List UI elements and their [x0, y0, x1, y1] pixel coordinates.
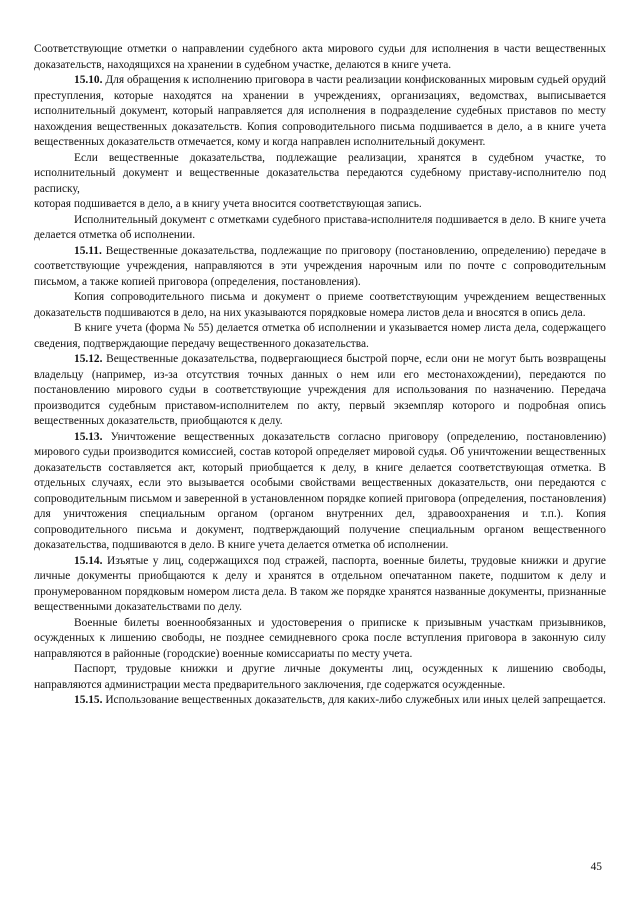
paragraph-text: Если вещественные доказательства, подлежащие реализации, хранятся в судебном участке, то исполнительный документ и вещественные доказательства передаются судебному приставу-исполнителю под расписку,: [34, 151, 606, 195]
paragraph: [34, 662, 606, 693]
paragraph-text: Вещественные доказательства, подвергающиеся быстрой порче, если они не могут быть возвращены владельцу (например, из-за отсутствия точных данных о нем или его местонахождении), передаются по постановлению мирового судьи в соответствующие учреждения для использования по назначению. Передача производится судебным приставом-исполнителем по акту, первый экземпляр которого и подробная опись вещественных доказательств, приобщаются к делу.: [34, 353, 606, 427]
paragraph-text: Военные билеты военнообязанных и удостоверения о приписке к призывным участкам призывников, осужденных к лишению свободы, не позднее семидневного срока после вступления приговора в законную силу направляются в районные (городские) военные комиссариаты по месту учета.: [34, 616, 606, 660]
paragraph: [34, 693, 606, 709]
paragraph: [34, 42, 606, 73]
paragraph: [34, 213, 606, 244]
section-number: 15.13.: [74, 430, 103, 443]
paragraph-text: В книге учета (форма № 55) делается отметка об исполнении и указывается номер листа дела, содержащего сведения, подтверждающие передачу вещественного доказательства.: [34, 322, 606, 350]
section-number: 15.11.: [74, 244, 102, 257]
section-number: 15.12.: [74, 353, 103, 365]
paragraph: [34, 244, 606, 291]
paragraph-text: Вещественные доказательства, подлежащие по приговору (постановлению, определению) передаче в соответствующие учреждения, направляются в эти учреждения нарочным или по почте с сопроводительным письмом, а также копией приговора (определения, постановления).: [34, 244, 606, 288]
paragraph-text: Уничтожение вещественных доказательств согласно приговору (определению, постановлению) мирового судьи производится комиссией, состав которой определяет мировой судья. Об уничтожении вещественных доказательств составляется акт, который приобщается к делу, в книге делается соответствующая отметка. В отдельных случаях, если это вызывается особыми свойствами вещественных доказательств, они передаются с сопроводительным письмом и заверенной в установленном порядке копией приговора (определения, постановления) для уничтожения специальным органом (органом внутренних дел, здравоохранения и т.п.). Копия сопроводительного письма и документ, подтверждающий получение специальным органом вещественного доказательства, подшиваются в дело. В книге учета делается отметка об исполнении.: [34, 430, 606, 551]
paragraph-text: которая подшивается в дело, а в книгу учета вносится соответствующая запись.: [34, 198, 422, 210]
page-number: 45: [590, 861, 602, 873]
paragraph: [34, 616, 606, 663]
document-body: [34, 42, 606, 709]
paragraph: [34, 321, 606, 352]
paragraph: [34, 554, 606, 616]
paragraph-text: Использование вещественных доказательств, для каких-либо служебных или иных целей запрещается.: [102, 694, 606, 706]
paragraph-text: Исполнительный документ с отметками судебного пристава-исполнителя подшивается в дело. В книге учета делается отметка об исполнении.: [34, 213, 606, 241]
paragraph-text: Паспорт, трудовые книжки и другие личные документы лиц, осужденных к лишению свободы, направляются администрации места предварительного заключения, где содержатся осужденные.: [34, 663, 606, 691]
paragraph: [34, 197, 606, 213]
paragraph-text: Соответствующие отметки о направлении судебного акта мирового судьи для исполнения в части вещественных доказательств, находящихся на хранении в судебном участке, делаются в книге учета.: [34, 43, 606, 71]
paragraph: [34, 430, 606, 554]
paragraph-text: Для обращения к исполнению приговора в части реализации конфискованных мировым судьей орудий преступления, которые находятся на хранении в учреждениях, организациях, ведомствах, выписывается исполнительный документ, который направляется для исполнения в подразделение судебных приставов по месту нахождения вещественных доказательств. Копия сопроводительного письма подшивается в дело, а в книге учета вещественных доказательств отмечается, кому и когда направлен исполнительный документ.: [34, 74, 606, 148]
section-number: 15.15.: [74, 694, 103, 706]
section-number: 15.14.: [74, 554, 103, 567]
paragraph: [34, 352, 606, 430]
paragraph-text: Изъятые у лиц, содержащихся под стражей, паспорта, военные билеты, трудовые книжки и другие личные документы приобщаются к делу и хранятся в отдельном опечатанном пакете, подшитом к делу и пронумерованном порядковым номером листа дела. В таком же порядке хранятся названные документы, признанные вещественными доказательствами по делу.: [34, 554, 606, 613]
paragraph-text: Копия сопроводительного письма и документ о приеме соответствующим учреждением вещественных доказательств подшиваются в дело, на них указываются порядковые номера листов дела и вносятся в опись дела.: [34, 291, 606, 319]
paragraph: [34, 290, 606, 321]
paragraph: [34, 73, 606, 151]
paragraph: [34, 151, 606, 198]
section-number: 15.10.: [74, 74, 103, 86]
